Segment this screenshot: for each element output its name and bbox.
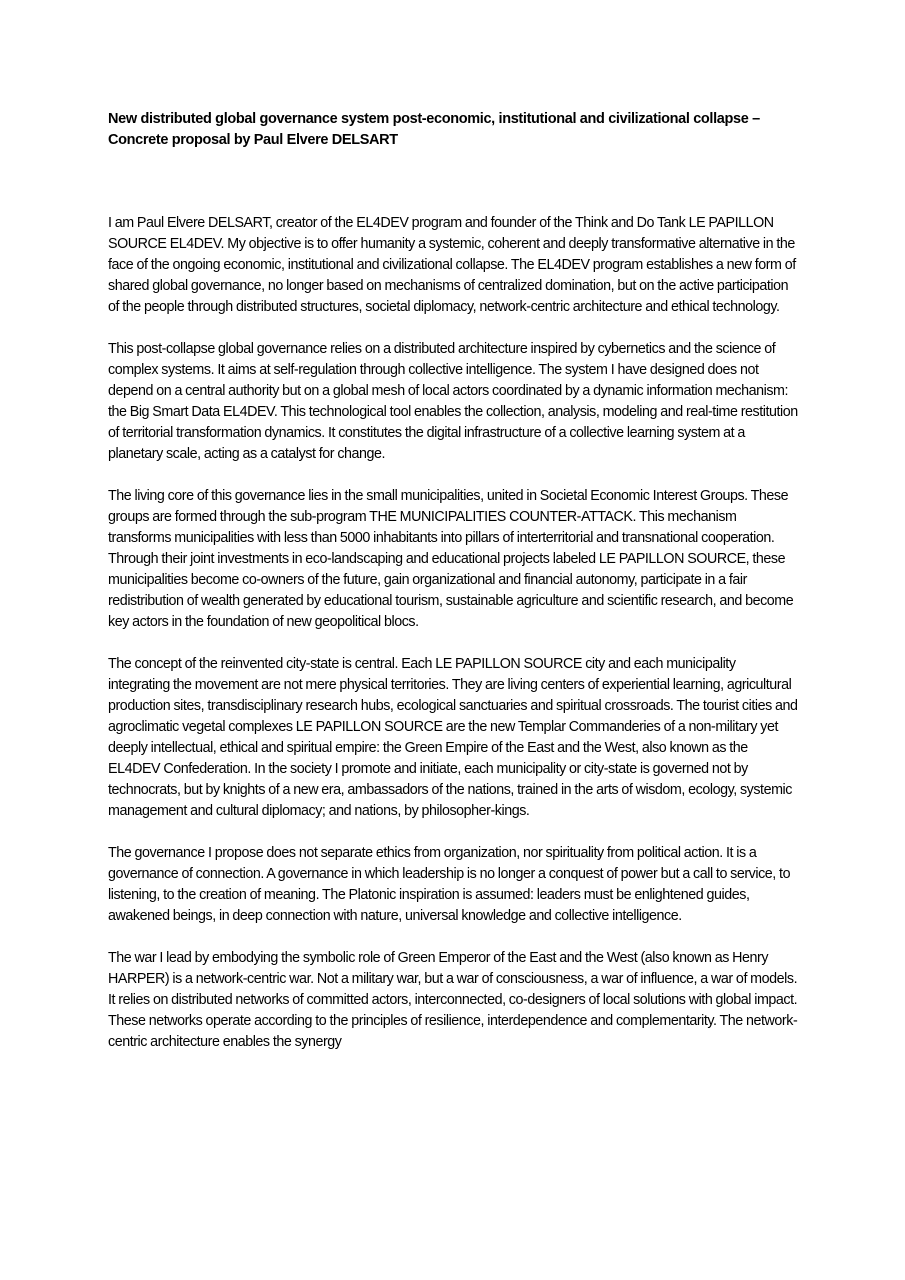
paragraph-4: The concept of the reinvented city-state is central. Each LE PAPILLON SOURCE city and each municipality integrating the movement are not mere physical territories. They are living centers of experiential learning, agricultural production sites, transdisciplinary research hubs, ecological sanctuaries and spiritual crossroads. The tourist cities and agroclimatic vegetal complexes LE PAPILLON SOURCE are the new Templar Commanderies of a non-military yet deeply intellectual, ethical and spiritual empire: the Green Empire of the East and the West, also known as the EL4DEV Confederation. In the society I promote and initiate, each municipality or city-state is governed not by technocrats, but by knights of a new era, ambassadors of the nations, trained in the arts of wisdom, ecology, systemic management and cultural diplomacy; and nations, by philosopher-kings. — [108, 656, 798, 819]
paragraph-1: I am Paul Elvere DELSART, creator of the EL4DEV program and founder of the Think and Do Tank LE PAPILLON SOURCE EL4DEV. My objective is to offer humanity a systemic, coherent and deeply transformative alternative in the face of the ongoing economic, institutional and civilizational collapse. The EL4DEV program establishes a new form of shared global governance, no longer based on mechanisms of centralized domination, but on the active participation of the people through distributed structures, societal diplomacy, network-centric architecture and ethical technology. — [108, 215, 796, 315]
document-title: New distributed global governance system post-economic, institutional and civilizational collapse – Concrete proposal by Paul Elvere DELSART — [108, 111, 760, 148]
document-body — [108, 213, 800, 1074]
paragraph-2: This post-collapse global governance relies on a distributed architecture inspired by cybernetics and the science of complex systems. It aims at self-regulation through collective intelligence. The system I have designed does not depend on a central authority but on a global mesh of local actors coordinated by a dynamic information mechanism: the Big Smart Data EL4DEV. This technological tool enables the collection, analysis, modeling and real-time restitution of territorial transformation dynamics. It constitutes the digital infrastructure of a collective learning system at a planetary scale, acting as a catalyst for change. — [108, 341, 798, 462]
paragraph-5: The governance I propose does not separate ethics from organization, nor spirituality from political action. It is a governance of connection. A governance in which leadership is no longer a conquest of power but a call to service, to listening, to the creation of meaning. The Platonic inspiration is assumed: leaders must be enlightened guides, awakened beings, in deep connection with nature, universal knowledge and collective intelligence. — [108, 845, 791, 924]
paragraph-6: The war I lead by embodying the symbolic role of Green Emperor of the East and the West (also known as Henry HARPER) is a network-centric war. Not a military war, but a war of consciousness, a war of influence, a war of models. It relies on distributed networks of committed actors, interconnected, co-designers of local solutions with global impact. These networks operate according to the principles of resilience, interdependence and complementarity. The network-centric architecture enables the synergy — [108, 950, 798, 1050]
paragraph-3: The living core of this governance lies in the small municipalities, united in Societal Economic Interest Groups. These groups are formed through the sub-program THE MUNICIPALITIES COUNTER-ATTACK. This mechanism transforms municipalities with less than 5000 inhabitants into pillars of interterritorial and transnational cooperation. Through their joint investments in eco-landscaping and educational projects labeled LE PAPILLON SOURCE, these municipalities become co-owners of the future, gain organizational and financial autonomy, participate in a fair redistribution of wealth generated by educational tourism, sustainable agriculture and scientific research, and become key actors in the foundation of new geopolitical blocs. — [108, 488, 794, 630]
